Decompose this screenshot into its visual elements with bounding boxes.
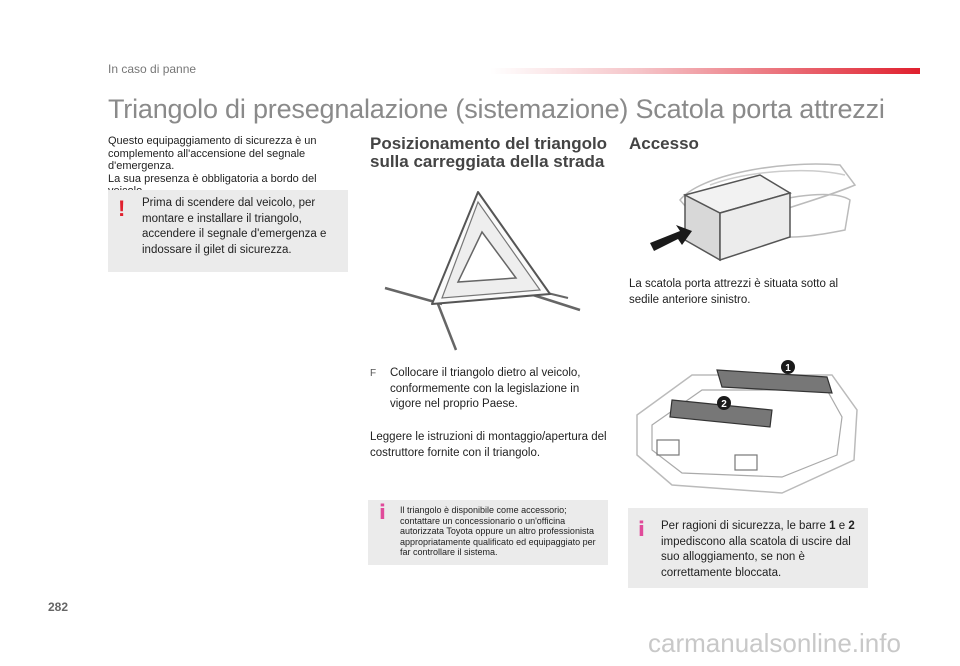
intro-paragraph-2: La sua presenza è obbligatoria a bordo del — [108, 172, 317, 185]
watermark: carmanualsonline.info — [648, 628, 901, 658]
section-label: In caso di panne — [108, 62, 197, 76]
step-bullet-icon: F — [370, 368, 377, 379]
warning-triangle-illustration — [380, 186, 605, 358]
info-text-accessory: Il triangolo è disponibile come accessorio; contattare un concessionario o un'officina autorizzata Toyota oppure un altro professionista appropriatamente qualificato ed equipaggiato per far controllare il sistema. — [400, 505, 596, 557]
seat-toolbox-illustration — [640, 155, 865, 265]
info-text-part: e — [835, 520, 849, 532]
info-icon: i — [379, 500, 386, 524]
step-item — [370, 366, 610, 413]
instructions-text: Leggere le istruzioni di montaggio/apertura del costruttore fornite con il triangolo. — [370, 431, 607, 459]
latch-left — [657, 440, 679, 455]
triangle-leg-front — [438, 304, 456, 350]
header-gradient-bar — [490, 68, 920, 74]
intro-paragraph: Questo equipaggiamento di sicurezza è un complemento all'accensione del segnale d'emergenza. — [108, 135, 317, 172]
info-text-part: Per ragioni di sicurezza, le barre — [661, 520, 830, 532]
callout-1: 1 — [785, 363, 791, 374]
triangle-leg-right — [530, 294, 580, 310]
warning-icon: ! — [118, 196, 126, 221]
callout-2: 2 — [721, 399, 727, 410]
page-title: Triangolo di presegnalazione (sistemazione) Scatola porta attrezzi — [108, 94, 885, 124]
warning-text: Prima di scendere dal veicolo, per montare e installare il triangolo, accendere il segnale d'emergenza e indossare il gilet di sicurezza. — [142, 197, 327, 256]
step-text: Collocare il triangolo dietro al veicolo, conformemente con la legislazione in vigore nel proprio Paese. — [390, 367, 581, 410]
arrow-icon — [650, 225, 692, 251]
triangle-section-title: Posizionamento del triangolo sulla carreggiata della strada — [370, 134, 608, 171]
info-text-safety — [661, 519, 859, 581]
bar-ref-1: 1 — [829, 520, 836, 532]
page-number: 282 — [48, 600, 69, 614]
toolbox-bars-illustration — [632, 355, 862, 495]
info-icon: i — [638, 517, 645, 541]
intro-text — [108, 135, 353, 198]
bar-ref-2: 2 — [848, 520, 855, 532]
latch-right — [735, 455, 757, 470]
access-description: La scatola porta attrezzi è situata sotto al sedile anteriore sinistro. — [629, 278, 839, 306]
info-text-part: impediscono alla scatola di uscire dal suo alloggiamento, se non è correttamente bloccata. — [661, 535, 851, 579]
access-section-title: Accesso — [629, 134, 699, 153]
